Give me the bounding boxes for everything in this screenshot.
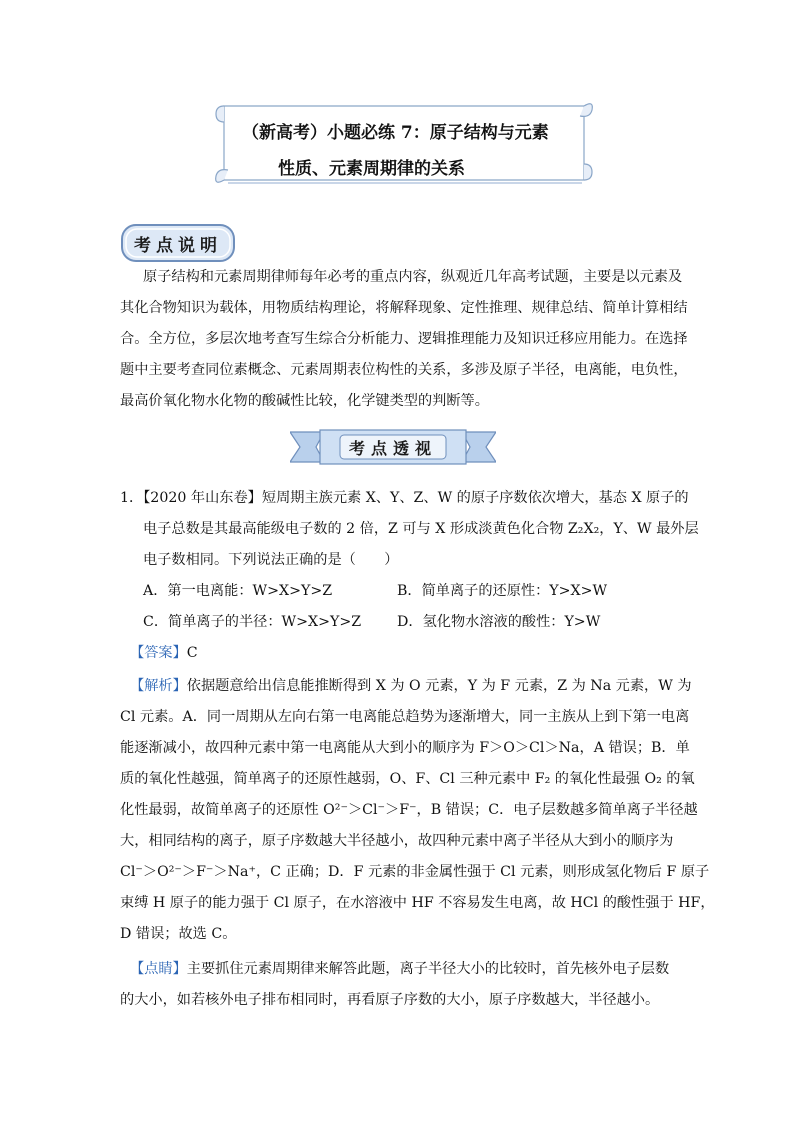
question-number: 1． [120,490,144,506]
comment-tag: 【点睛】 [130,961,187,977]
question-stem-line-2: 电子总数是其最高能级电子数的 2 倍，Z 可与 X 形成淡黄色化合物 Z₂X₂，Y、W 最外层 [143,521,699,537]
question-header [120,487,689,507]
intro-line-4: 题中主要考查同位素概念、元素周期表位构性的关系，多涉及原子半径，电离能，电负性， [120,362,688,378]
option-b: B．简单离子的还原性：Y>X>W [397,583,608,599]
intro-line-5: 最高价氧化物水化物的酸碱性比较，化学键类型的判断等。 [120,393,489,409]
answer-value: C [186,645,198,661]
intro-line-2: 其化合物知识为载体，用物质结构理论，将解释现象、定性推理、规律总结、简单计算相结 [120,300,688,316]
analysis-line-9: D 错误；故选 C。 [120,926,237,942]
question-stem-line-3: 电子数相同。下列说法正确的是（ ） [143,552,399,568]
section-badge-explanation [120,222,236,264]
comment-text-1: 主要抓住元素周期律来解答此题，离子半径大小的比较时，首先核外电子层数 [186,961,670,977]
answer-line [130,642,198,662]
intro-line-3: 合。全方位，多层次地考查写生综合分析能力、逻辑推理能力及知识迁移应用能力。在选择 [120,331,688,347]
title-line-1: （新高考）小题必练 7：原子结构与元素 [242,123,549,143]
comment-line-2: 的大小，如若核外电子排布相同时，再看原子序数的大小，原子序数越大，半径越小。 [120,992,660,1008]
comment-line-1 [130,958,669,978]
ribbon-label: 考点透视 [348,438,437,458]
analysis-line-3: 能逐渐减小，故四种元素中第一电离能从大到小的顺序为 F＞O＞Cl＞Na，A 错误；B．单 [120,740,690,756]
analysis-line-2: Cl 元素。A．同一周期从左向右第一电离能总趋势为逐渐增大，同一主族从上到下第一电离 [120,709,690,725]
analysis-line-7: Cl⁻＞O²⁻＞F⁻＞Na⁺，C 正确；D．F 元素的非金属性强于 Cl 元素，则形成氢化物后 F 原子 [120,864,710,880]
section-ribbon-perspective [290,428,496,466]
analysis-line-5: 化性最弱，故简单离子的还原性 O²⁻＞Cl⁻＞F⁻，B 错误；C．电子层数越多简单离子半径越 [120,802,698,818]
badge-label: 考点说明 [134,235,222,256]
option-d: D．氢化物水溶液的酸性：Y>W [397,614,601,630]
intro-line-1: 原子结构和元素周期律师每年必考的重点内容，纵观近几年高考试题，主要是以元素及 [143,269,683,285]
question-stem-line-1: 短周期主族元素 X、Y、Z、W 的原子序数依次增大，基态 X 原子的 [261,490,689,506]
analysis-line-6: 大，相同结构的离子，原子序数越大半径越小，故四种元素中离子半径从大到小的顺序为 [120,833,674,849]
analysis-tag: 【解析】 [130,678,187,694]
option-a: A．第一电离能：W>X>Y>Z [143,583,333,599]
analysis-line-1 [130,675,692,695]
analysis-line-8: 束缚 H 原子的能力强于 Cl 原子，在水溶液中 HF 不容易发生电离，故 HCl 的酸性强于 HF， [120,895,715,911]
option-c: C．简单离子的半径：W>X>Y>Z [143,614,362,630]
title-line-2: 性质、元素周期律的关系 [278,159,465,179]
answer-tag: 【答案】 [130,645,187,661]
question-source: 【2020 年山东卷】 [143,490,262,506]
title-banner [212,96,596,192]
analysis-text-1: 依据题意给出信息能推断得到 X 为 O 元素，Y 为 F 元素，Z 为 Na 元素，W 为 [186,678,692,694]
analysis-line-4: 质的氧化性越强，简单离子的还原性越弱，O、F、Cl 三种元素中 F₂ 的氧化性最强 O₂ 的氧 [120,771,695,787]
